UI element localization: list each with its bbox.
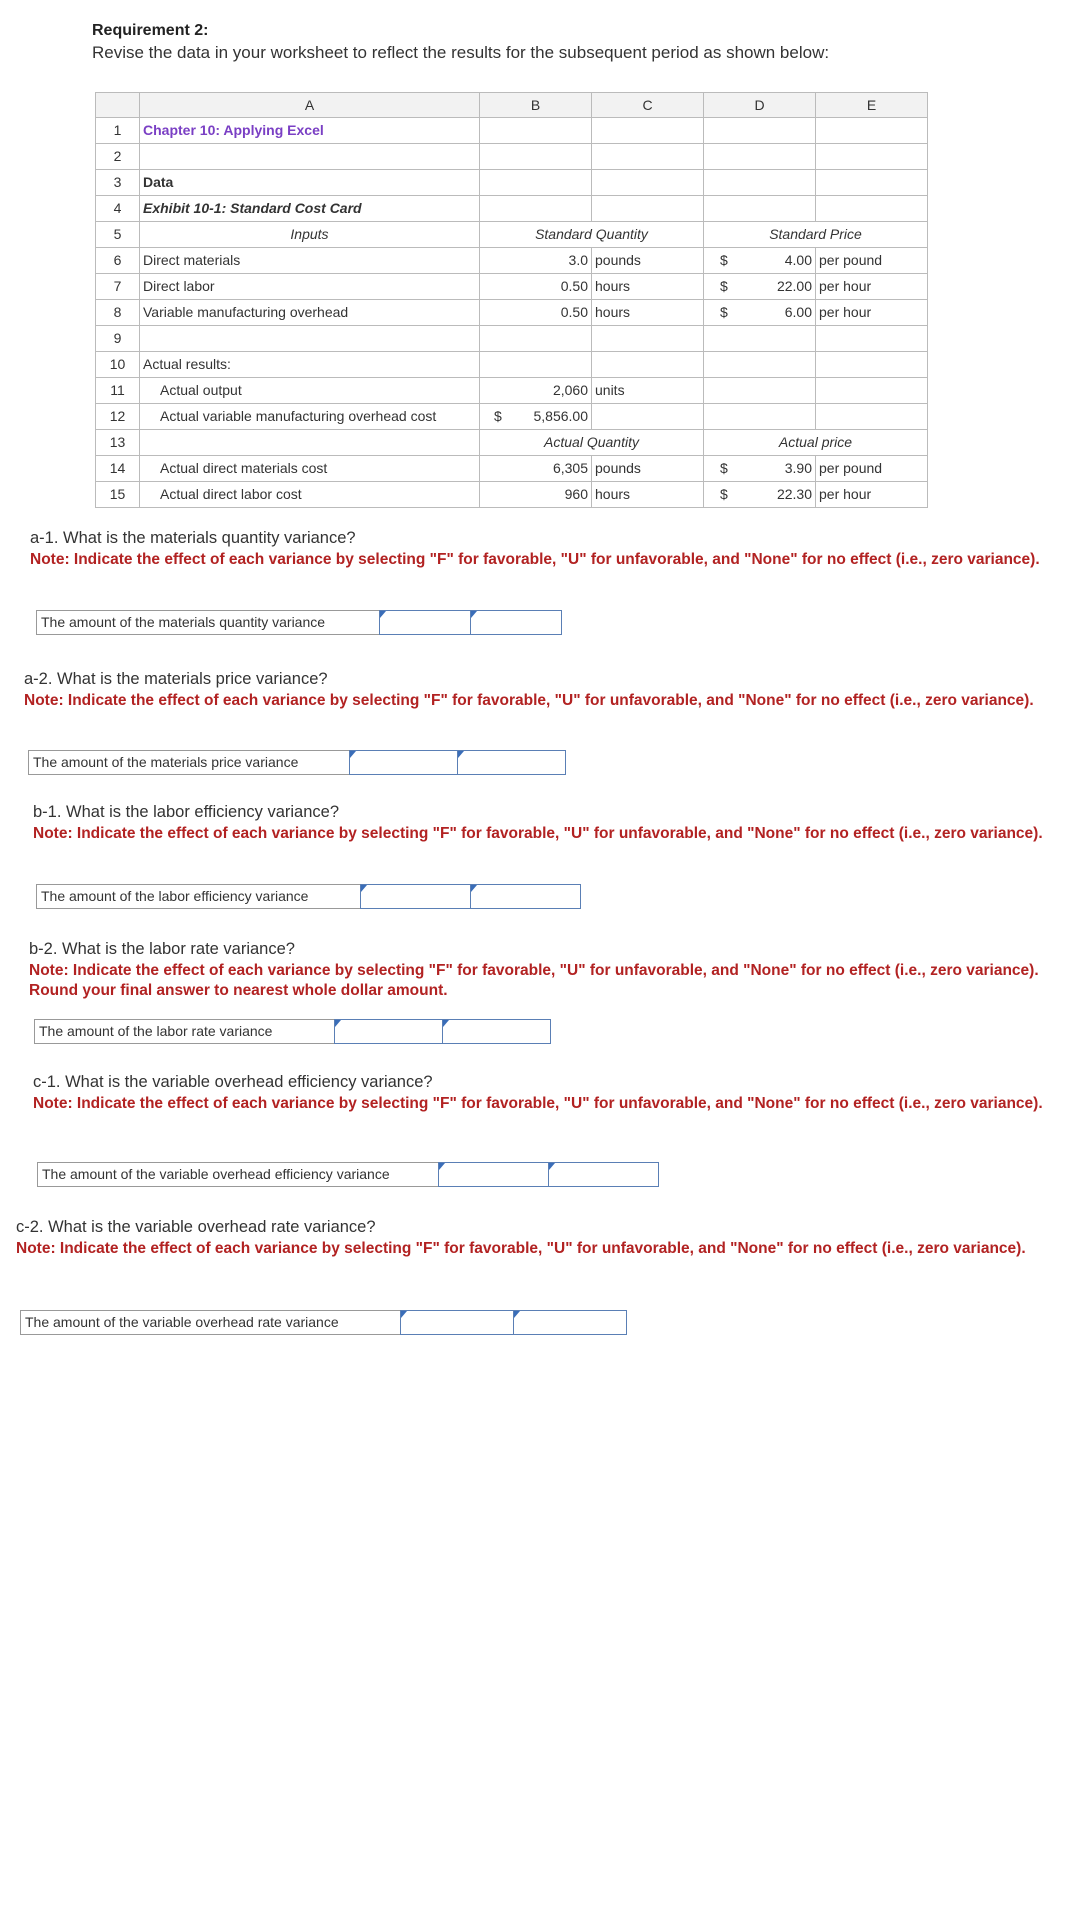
cell-a5[interactable]: Inputs xyxy=(140,222,480,248)
cell-de13[interactable]: Actual price xyxy=(704,430,928,456)
cell-bc5[interactable]: Standard Quantity xyxy=(480,222,704,248)
cell-a4[interactable]: Exhibit 10-1: Standard Cost Card xyxy=(140,196,480,222)
currency-symbol: $ xyxy=(494,408,502,424)
variance-effect-select-a2[interactable] xyxy=(457,750,566,775)
cell-d7-value: 22.00 xyxy=(776,278,812,294)
cell-b10[interactable] xyxy=(480,352,592,378)
question-c1: c-1. What is the variable overhead efficiency variance? xyxy=(33,1073,433,1091)
variance-effect-select-b2[interactable] xyxy=(442,1019,551,1044)
question-c2: c-2. What is the variable overhead rate variance? xyxy=(16,1218,376,1236)
answer-label-a2: The amount of the materials price variance xyxy=(28,750,350,775)
variance-effect-select-b1[interactable] xyxy=(470,884,581,909)
cell-a14[interactable]: Actual direct materials cost xyxy=(140,456,480,482)
cell-c11[interactable]: units xyxy=(592,378,704,404)
column-header-e: E xyxy=(816,92,928,118)
cell-d9[interactable] xyxy=(704,326,816,352)
cell-d2[interactable] xyxy=(704,144,816,170)
cell-b4[interactable] xyxy=(480,196,592,222)
cell-a10[interactable]: Actual results: xyxy=(140,352,480,378)
column-header-b: B xyxy=(480,92,592,118)
cell-d15[interactable] xyxy=(704,482,816,508)
cell-c6[interactable]: pounds xyxy=(592,248,704,274)
cell-e4[interactable] xyxy=(816,196,928,222)
requirement-text: Revise the data in your worksheet to reflect the results for the subsequent period as shown below: xyxy=(92,43,830,62)
cell-b14[interactable]: 6,305 xyxy=(480,456,592,482)
cell-c2[interactable] xyxy=(592,144,704,170)
question-b2: b-2. What is the labor rate variance? xyxy=(29,940,295,958)
cell-e14[interactable]: per pound xyxy=(816,456,928,482)
cell-b9[interactable] xyxy=(480,326,592,352)
flag-icon xyxy=(401,1311,407,1318)
cell-a6[interactable]: Direct materials xyxy=(140,248,480,274)
flag-icon xyxy=(471,885,477,892)
cell-e12[interactable] xyxy=(816,404,928,430)
cell-b6[interactable]: 3.0 xyxy=(480,248,592,274)
cell-e7[interactable]: per hour xyxy=(816,274,928,300)
flag-icon xyxy=(514,1311,520,1318)
requirement-title: Requirement 2: xyxy=(92,22,209,39)
cell-d11[interactable] xyxy=(704,378,816,404)
note-c2: Note: Indicate the effect of each variance by selecting "F" for favorable, "U" for unfavorable, and "None" for no effect (i.e., zero variance). xyxy=(16,1240,1026,1257)
row-number: 3 xyxy=(95,170,140,196)
row-number: 1 xyxy=(95,118,140,144)
cell-c15[interactable]: hours xyxy=(592,482,704,508)
variance-effect-select-c1[interactable] xyxy=(548,1162,659,1187)
cell-c3[interactable] xyxy=(592,170,704,196)
note-a1: Note: Indicate the effect of each variance by selecting "F" for favorable, "U" for unfavorable, and "None" for no effect (i.e., zero variance). xyxy=(30,551,1040,568)
cell-d14[interactable] xyxy=(704,456,816,482)
row-number: 5 xyxy=(95,222,140,248)
flag-icon xyxy=(335,1020,341,1027)
cell-de5[interactable]: Standard Price xyxy=(704,222,928,248)
cell-b11[interactable]: 2,060 xyxy=(480,378,592,404)
row-number: 10 xyxy=(95,352,140,378)
row-number: 6 xyxy=(95,248,140,274)
cell-b15[interactable]: 960 xyxy=(480,482,592,508)
answer-label-b1: The amount of the labor efficiency variance xyxy=(36,884,361,909)
cell-e8[interactable]: per hour xyxy=(816,300,928,326)
variance-amount-input-b1[interactable] xyxy=(360,884,471,909)
question-b1: b-1. What is the labor efficiency variance? xyxy=(33,803,340,821)
flag-icon xyxy=(471,611,477,618)
currency-symbol: $ xyxy=(720,486,728,502)
cell-c8[interactable]: hours xyxy=(592,300,704,326)
variance-amount-input-a2[interactable] xyxy=(349,750,458,775)
cell-a13[interactable] xyxy=(140,430,480,456)
cell-c12[interactable] xyxy=(592,404,704,430)
row-number: 13 xyxy=(95,430,140,456)
cell-a8[interactable]: Variable manufacturing overhead xyxy=(140,300,480,326)
cell-d6[interactable] xyxy=(704,248,816,274)
cell-e2[interactable] xyxy=(816,144,928,170)
note-b2: Note: Indicate the effect of each variance by selecting "F" for favorable, "U" for unfavorable, and "None" for no effect (i.e., zero variance). Round your final answer to nearest whole dollar amount. xyxy=(29,962,1039,999)
flag-icon xyxy=(549,1163,555,1170)
column-header-a: A xyxy=(140,92,480,118)
cell-b8[interactable]: 0.50 xyxy=(480,300,592,326)
note-c1: Note: Indicate the effect of each variance by selecting "F" for favorable, "U" for unfavorable, and "None" for no effect (i.e., zero variance). xyxy=(33,1095,1043,1112)
row-number: 4 xyxy=(95,196,140,222)
cell-d4[interactable] xyxy=(704,196,816,222)
cell-d14-value: 3.90 xyxy=(784,460,812,476)
question-a1: a-1. What is the materials quantity variance? xyxy=(30,529,356,547)
variance-effect-select-a1[interactable] xyxy=(470,610,562,635)
flag-icon xyxy=(439,1163,445,1170)
cell-d3[interactable] xyxy=(704,170,816,196)
cell-c7[interactable]: hours xyxy=(592,274,704,300)
cell-e11[interactable] xyxy=(816,378,928,404)
note-a2: Note: Indicate the effect of each variance by selecting "F" for favorable, "U" for unfavorable, and "None" for no effect (i.e., zero variance). xyxy=(24,692,1034,709)
cell-d8[interactable] xyxy=(704,300,816,326)
cell-a3[interactable]: Data xyxy=(140,170,480,196)
variance-amount-input-a1[interactable] xyxy=(379,610,471,635)
column-header-c: C xyxy=(592,92,704,118)
cell-d7[interactable] xyxy=(704,274,816,300)
cell-e10[interactable] xyxy=(816,352,928,378)
cell-d6-value: 4.00 xyxy=(784,252,812,268)
cell-e3[interactable] xyxy=(816,170,928,196)
answer-label-c1: The amount of the variable overhead efficiency variance xyxy=(37,1162,439,1187)
cell-c4[interactable] xyxy=(592,196,704,222)
answer-label-b2: The amount of the labor rate variance xyxy=(34,1019,335,1044)
row-number: 7 xyxy=(95,274,140,300)
row-number: 15 xyxy=(95,482,140,508)
cell-c10[interactable] xyxy=(592,352,704,378)
variance-amount-input-c2[interactable] xyxy=(400,1310,514,1335)
row-number: 9 xyxy=(95,326,140,352)
cell-e1[interactable] xyxy=(816,118,928,144)
cell-a15[interactable]: Actual direct labor cost xyxy=(140,482,480,508)
cell-c14[interactable]: pounds xyxy=(592,456,704,482)
note-b1: Note: Indicate the effect of each variance by selecting "F" for favorable, "U" for unfavorable, and "None" for no effect (i.e., zero variance). xyxy=(33,825,1043,842)
cell-e9[interactable] xyxy=(816,326,928,352)
row-number: 12 xyxy=(95,404,140,430)
cell-a9[interactable] xyxy=(140,326,480,352)
cell-b12[interactable] xyxy=(480,404,592,430)
question-a2: a-2. What is the materials price variance? xyxy=(24,670,328,688)
row-number: 14 xyxy=(95,456,140,482)
cell-a7[interactable]: Direct labor xyxy=(140,274,480,300)
flag-icon xyxy=(361,885,367,892)
cell-b1[interactable] xyxy=(480,118,592,144)
cell-d10[interactable] xyxy=(704,352,816,378)
column-header-d: D xyxy=(704,92,816,118)
cell-a12[interactable]: Actual variable manufacturing overhead cost xyxy=(140,404,480,430)
cell-d1[interactable] xyxy=(704,118,816,144)
cell-e6[interactable]: per pound xyxy=(816,248,928,274)
corner-cell xyxy=(95,92,140,118)
cell-c1[interactable] xyxy=(592,118,704,144)
variance-effect-select-c2[interactable] xyxy=(513,1310,627,1335)
cell-c9[interactable] xyxy=(592,326,704,352)
cell-d12[interactable] xyxy=(704,404,816,430)
cell-a1[interactable]: Chapter 10: Applying Excel xyxy=(140,118,480,144)
flag-icon xyxy=(380,611,386,618)
cell-e15[interactable]: per hour xyxy=(816,482,928,508)
row-number: 2 xyxy=(95,144,140,170)
currency-symbol: $ xyxy=(720,278,728,294)
answer-label-a1: The amount of the materials quantity variance xyxy=(36,610,380,635)
currency-symbol: $ xyxy=(720,252,728,268)
cell-b7[interactable]: 0.50 xyxy=(480,274,592,300)
cell-a2[interactable] xyxy=(140,144,480,170)
answer-label-c2: The amount of the variable overhead rate variance xyxy=(20,1310,402,1335)
cell-bc13[interactable]: Actual Quantity xyxy=(480,430,704,456)
cell-b3[interactable] xyxy=(480,170,592,196)
flag-icon xyxy=(458,751,464,758)
variance-amount-input-b2[interactable] xyxy=(334,1019,443,1044)
cell-a11[interactable]: Actual output xyxy=(140,378,480,404)
variance-amount-input-c1[interactable] xyxy=(438,1162,549,1187)
cell-b2[interactable] xyxy=(480,144,592,170)
cell-b12-value: 5,856.00 xyxy=(533,408,588,424)
currency-symbol: $ xyxy=(720,460,728,476)
cell-d8-value: 6.00 xyxy=(784,304,812,320)
row-number: 8 xyxy=(95,300,140,326)
flag-icon xyxy=(443,1020,449,1027)
currency-symbol: $ xyxy=(720,304,728,320)
row-number: 11 xyxy=(95,378,140,404)
flag-icon xyxy=(350,751,356,758)
cell-d15-value: 22.30 xyxy=(776,486,812,502)
